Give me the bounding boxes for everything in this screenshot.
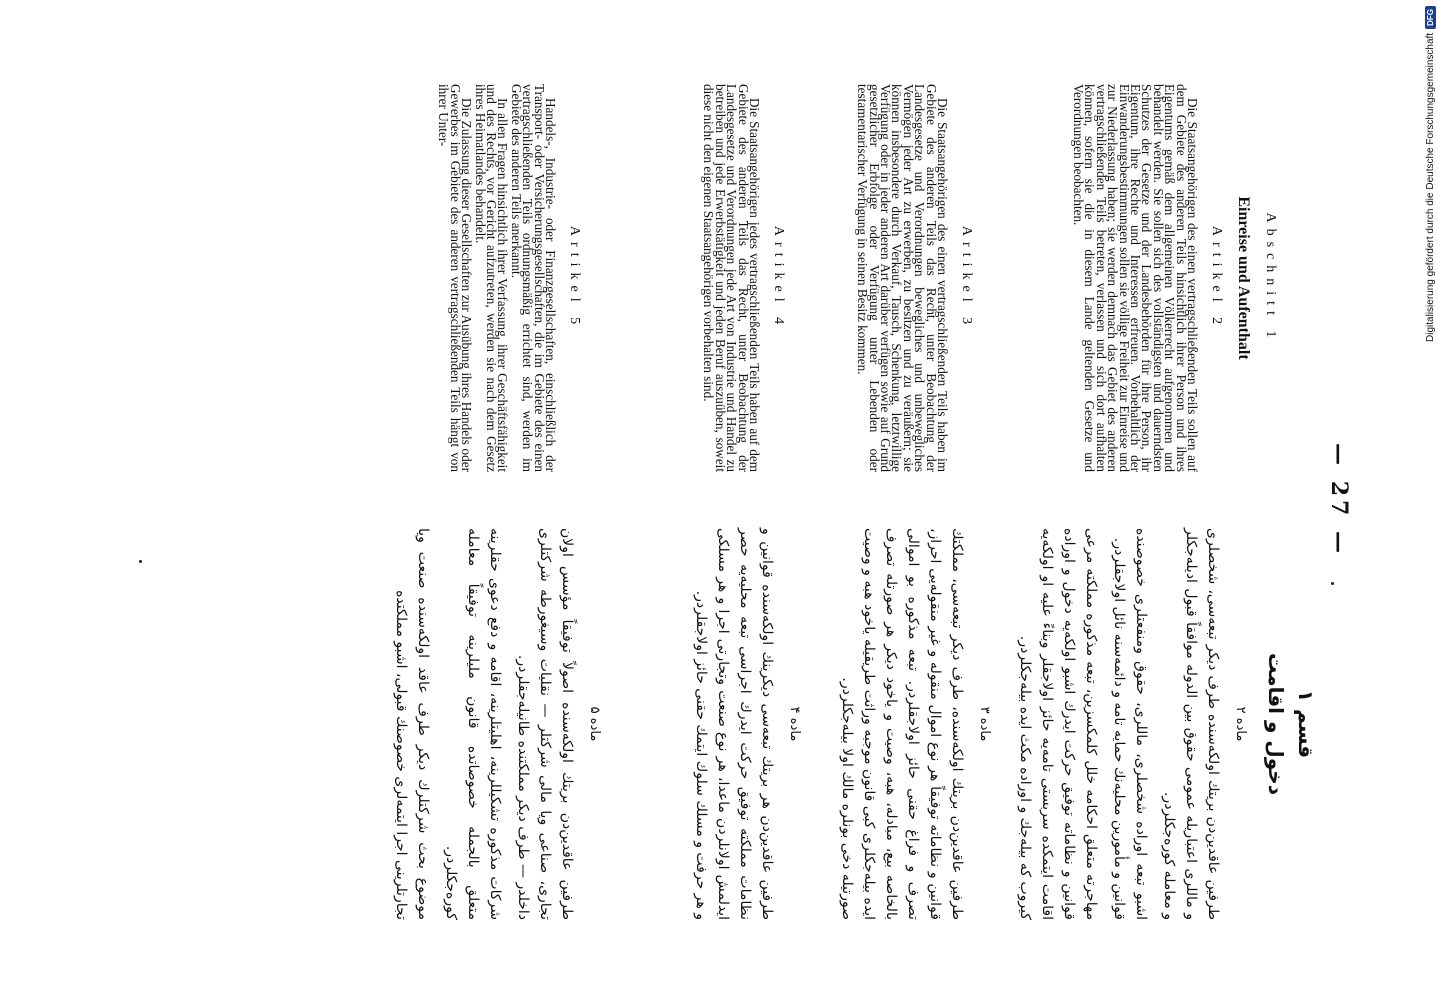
turkish-article-5-paragraph-3: موضوع بحث شركتلرك ديكر طرف عاقد اولكه‌سنده صنعت ويا تجارتلرينى اجرا ايتمه‌لرى خصوصنك قبولى، اشبو مملكتده [393, 528, 431, 920]
digitization-note [1422, 6, 1438, 998]
turkish-article-2-body [1008, 528, 1224, 920]
german-article-2-heading: Artikel 2 [1209, 225, 1224, 331]
turkish-article-2-paragraph-3: مهاجرته متعلق احكامه خلل كلمكسزين، تبعه مذكوره مملكته مرعى قوانين و نظاماته توفيق حركت ايدرك اشبو اولكه‌يه دخول و اوراده اقامت ايتمكده سربستى تامه‌يه حائز اولاجقلر وبناءً عليه او اولكه‌يه كيروب كه بيله‌جك و اوراده مكث ايده بيله‌جكلردر. [1017, 528, 1099, 920]
german-article-5-body [436, 84, 556, 472]
german-section-title: Einreise und Aufenthalt [1235, 196, 1252, 360]
german-article-5-paragraph-2: In allen Fragen hinsichtlich ihrer Verfassung, ihrer Geschäftsfähigkeit und des Rechts, vor Gericht aufzutreten, werden sie nach dem Gesetz ihres Heimatlandes behandelt. [472, 84, 511, 472]
german-article-3-body [855, 84, 948, 472]
german-article-2-paragraph: Die Staatsangehörigen des einen vertragschließenden Teils sollen auf dem Gebiete des anderen Teils hinsichtlich ihrer Person und ihres Eigentums gemäß dem allgemeinen Völkerrecht aufgenommen und behandelt werden. Sie sollen sich des vollständigsten und dauerndsten Schutzes der Gesetze und der Landesbehörden für ihre Person, ihr Eigentum, ihre Rechte und Interessen erfreuen. Vorbehaltlich der Einwanderungsbestimmungen sollen sie völlige Freiheit zur Einreise und zur Niederlassung haben; sie werden demnach das Gebiet des anderen vertragschließenden Teils betreten, verlassen und sich dort aufhalten können, sofern sie die in diesem Lande geltenden Gesetze und Verordnungen beobachten. [1070, 84, 1200, 472]
turkish-article-4-paragraph: طرفين عاقدين‌دن هر بريتك تبعه‌سى ديكرينك اولكه‌سنده قوانين و نظامات مملكته توفيق حركت ايدرك اجراسى تبعه محليه‌يه حصر ايدلمش اولانلردن ماعدا، هر نوع صنعت وتجارتى اجرا و هر مسلكى و هر حرفت و مسلك سلوك ايتمك حقنى حائز اولاجقلردر. [693, 528, 775, 920]
turkish-article-3-paragraph: طرفين عاقدين‌دن بريتك اولكه‌سنده، طرف ديكر تبعه‌سى، مملكتك قوانين و نظاماته توفيقاً هر نوع اموال منقوله و غير منقوله‌يى احراز، تصرف و فراغ حقنى حائز اولاجقلردر. تبعه مذكوره بو اموالى بالخاصه بيع، مبادله، هبه، وصيت و ياخود ديكر هر صورتله تصرف ايده بيله‌جكلرى كبى قانون موجبه‌ وراثت طريقيله ياخود هبه و وصيت صورتيله دخى بونلره مالك اولا بيله‌جكلردر. [839, 528, 965, 920]
turkish-article-5-paragraph-2: شركات مذكوره تشكيللرينه، اهليتلرينه، اقامه و دفع دعوى حقلرينه متعلق بالجمله خصوصاتده قانون مليلرينه توفيقاً معامله كوره‌جكلردر. [443, 528, 503, 920]
german-article-4-heading: Artikel 4 [771, 225, 786, 331]
german-article-4-paragraph: Die Staatsangehörigen jedes vertragschließenden Teils haben auf dem Gebiete des anderen Teils das Recht, unter Beobachtung der Landesgesetze und Verordnungen jede Art von Industrie und Handel zu betreiben und jede Erwerbstätigkeit und jeden Beruf auszuüben, soweit diese nicht den eigenen Staatsangehörigen vorbehalten sind. [701, 84, 762, 472]
turkish-article-5-body [384, 528, 578, 920]
scan-speck [1331, 582, 1334, 585]
german-article-5-paragraph-3: Die Zulassung dieser Gesellschaften zur Ausübung ihres Handels oder Gewerbes im Gebiete des anderen vertragschließenden Teils hängt von ihrer Unter- [436, 84, 475, 472]
turkish-article-3-body [830, 528, 968, 920]
turkish-section-heading: قسم ۱ [1294, 689, 1318, 759]
turkish-article-2-paragraph-2: اشبو تبعه اوراده شخصلرى، ماللرى، حقوق ومنفعتلرى خصوصنده قوانين و مأمورين محليه‌نك حمايه تامه و دائمه‌سنه نائل اولاجقلردر. [1111, 528, 1149, 920]
turkish-article-2-heading: ماده ۲ [1233, 706, 1248, 742]
dfg-logo-icon: DFG [1425, 6, 1436, 29]
german-article-5-heading: Artikel 5 [567, 225, 582, 331]
turkish-section-title: دخول و اقامت [1264, 653, 1288, 795]
turkish-article-3-heading: ماده ۳ [977, 706, 992, 742]
german-article-3-paragraph: Die Staatsangehörigen des einen vertragschließenden Teils haben im Gebiete des anderen Teils das Recht, unter Beobachtung der Landesgesetze und Verordnungen bewegliches und unbewegliches Vermögen jeder Art zu erwerben, zu besitzen und zu veräußern; sie können insbesondere durch Verkauf, Tausch, Schenkung, letztwillige Verfügung oder in jeder anderen Art darüber verfügen sowie auf Grund gesetzlicher Erbfolge oder Verfügung unter Lebenden oder testamentarischer Verfügung in seinen Besitz kommen. [855, 84, 950, 472]
turkish-article-2-paragraph-1: طرفين عاقدين‌دن بريتك اولكه‌سنده طرف ديكر تبعه‌سى، شخصلرى و ماللرى اعتباريله عمومى حقوق بين الدوله موافقاً قبول اديله‌جكلر و معامله كوره‌جكلردر. [1161, 528, 1221, 920]
turkish-article-5-heading: ماده ۵ [587, 706, 602, 742]
german-section-heading: Abschnitt 1 [1263, 212, 1278, 344]
turkish-article-5-paragraph-1: طرفين عاقدين‌دن بريتك اولكه‌سنده اصولاً توفيقاً مؤسس اولان تجارى، صناعى ويا مالى شركتلر — نقليات وسيغورطه شركتلرى داخلدر — طرف ديكر مملكتنده طانيله‌جقلردر. [515, 528, 575, 920]
german-article-5-paragraph-1: Handels-, Industrie- oder Finanzgesellschaften, einschließlich der Transport- oder Versicherungsgesellschaften, die im Gebiete des einen vertragschließenden Teils ordnungsmäßig errichtet sind, werden im Gebiete des anderen Teils anerkannt. [508, 84, 558, 472]
german-article-3-heading: Artikel 3 [959, 225, 974, 331]
scan-speck [139, 560, 142, 563]
digitization-note-text: Digitalisierung gefördert durch die Deutsche Forschungsgemeinschaft [1424, 32, 1436, 342]
page-number: — 27 — [1326, 443, 1352, 557]
turkish-article-4-body [684, 528, 778, 920]
german-article-2-body [1071, 84, 1198, 472]
turkish-article-4-heading: ماده ۴ [787, 706, 802, 742]
german-article-4-body [701, 84, 760, 472]
